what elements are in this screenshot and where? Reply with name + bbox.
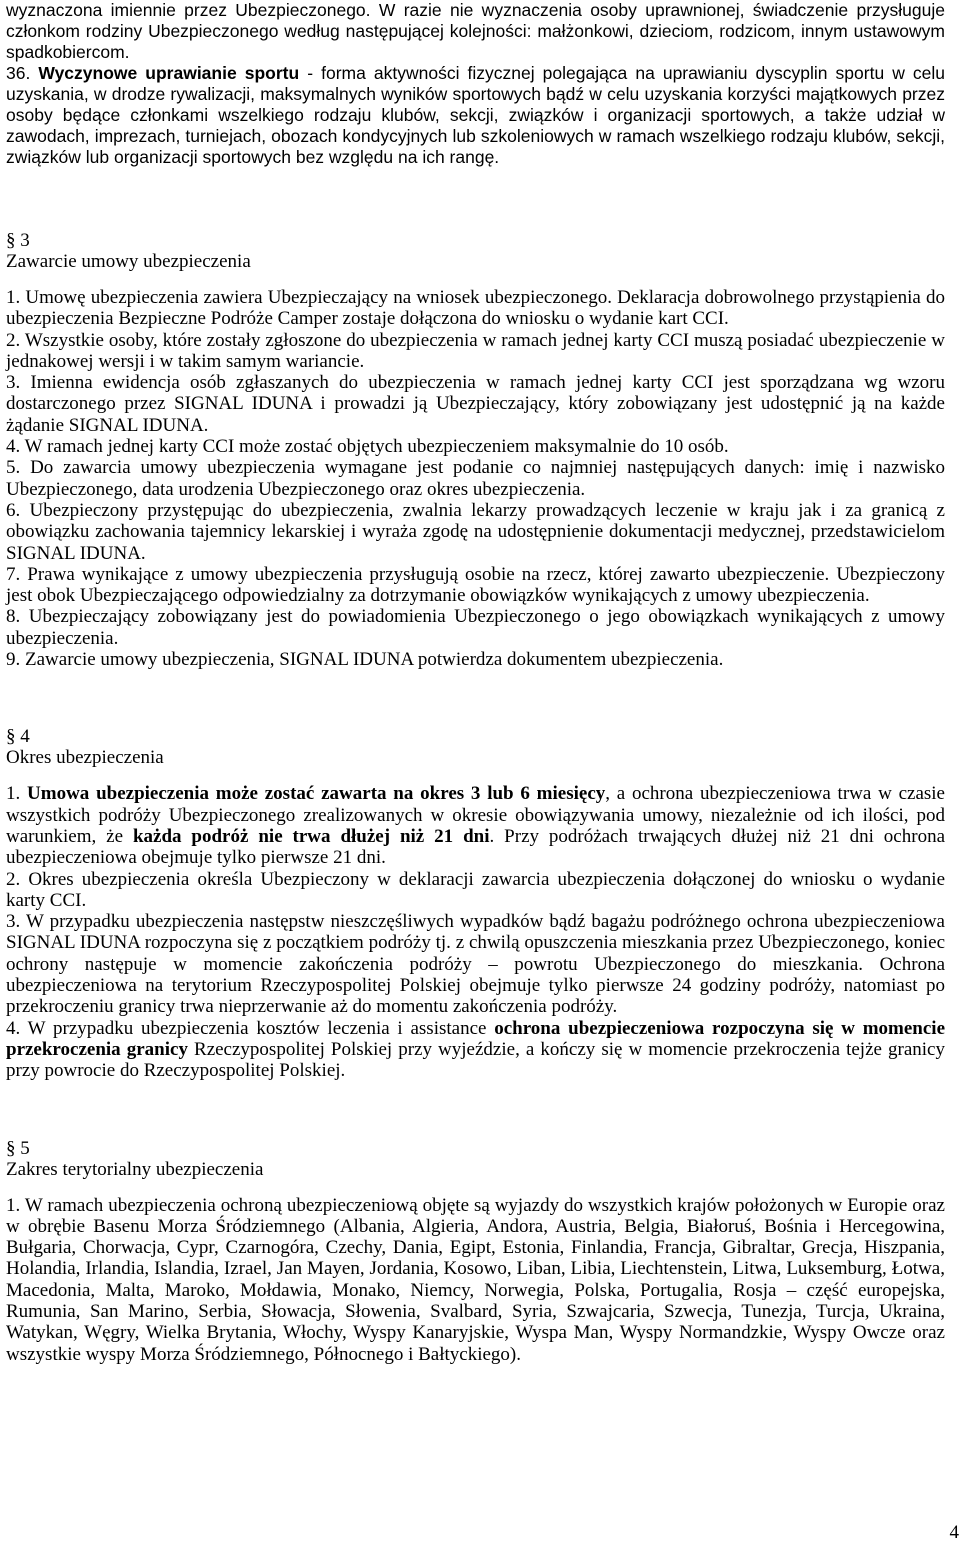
section-4-item-1-number: 1. bbox=[6, 783, 28, 805]
section-3-title: Zawarcie umowy ubezpieczenia bbox=[6, 251, 251, 272]
section-4-item-1-bold-limit: każda podróż nie trwa dłużej niż 21 dni bbox=[132, 825, 490, 847]
section-4-item-3: 3. W przypadku ubezpieczenia następstw nieszczęśliwych wypadków bądź bagażu podróżnego ochrona ubezpieczeniowa SIGNAL IDUNA rozpoczyna się z początkiem podróży tj. z chwilą opuszczenia mieszkania przez Ubezpieczonego, koniec ochrony następuje w momencie zakończenia podróży – powrotu Ubezpieczonego do mieszkania. Ochrona ubezpieczeniowa na terytorium Rzeczypospolitej Polskiej obejmuje tylko pierwsze 24 godziny podróży, natomiast po przekroczeniu granicy trwa nieprzerwanie aż do momentu zakończenia podróży. bbox=[6, 911, 945, 1018]
document-page bbox=[6, 0, 945, 1365]
section-4-item-1-text: , a ochrona ubezpieczeniowa trwa w czasie wszystkich podróży Ubezpieczonego zrealizowanych w okresie obowiązywania umowy, niezależnie od ich ilości, pod warunkiem, że bbox=[6, 783, 945, 847]
beneficiary-paragraph: wyznaczona imiennie przez Ubezpieczonego. W razie nie wyznaczenia osoby uprawnionej, świadczenie przysługuje członkom rodziny Ubezpieczonego według następującej kolejności: małżonkowi, dzieciom, rodzicom, innym ustawowym spadkobiercom. bbox=[6, 0, 945, 62]
section-3-item-6: 6. Ubezpieczony przystępując do ubezpieczenia, zwalnia lekarzy prowadzących leczenie w kraju jak i za granicą z obowiązku zachowania tajemnicy lekarskiej i wyraża zgodę na udostępnienie dokumentacji medycznej, przedstawicielom SIGNAL IDUNA. bbox=[6, 499, 945, 564]
section-3-item-1: 1. Umowę ubezpieczenia zawiera Ubezpieczający na wniosek ubezpieczonego. Deklaracja dobrowolnego przystąpienia do ubezpieczenia Bezpieczne Podróże Camper zostaje dołączona do wniosku o wydanie kart CCI. bbox=[6, 287, 945, 330]
section-5-title: Zakres terytorialny ubezpieczenia bbox=[6, 1158, 264, 1180]
definition-36-number: 36. bbox=[6, 63, 39, 83]
section-3-item-8: 8. Ubezpieczający zobowiązany jest do powiadomienia Ubezpieczonego o jego obowiązkach wynikających z umowy ubezpieczenia. bbox=[6, 606, 945, 649]
section-5-number: § 5 bbox=[6, 1137, 30, 1159]
section-4-item-2: 2. Okres ubezpieczenia określa Ubezpieczony w deklaracji zawarcia ubezpieczenia dołączonej do wniosku o wydanie karty CCI. bbox=[6, 868, 945, 911]
section-3-item-3: 3. Imienna ewidencja osób zgłaszanych do ubezpieczenia w ramach jednej karty CCI jest sporządzana wg wzoru dostarczonego przez SIGNAL IDUNA i prowadzi ją Ubezpieczający, który zobowiązany jest udostępnić ją na każde żądanie SIGNAL IDUNA. bbox=[6, 372, 945, 436]
definition-36-text: - forma aktywności fizycznej polegająca na uprawianiu dyscyplin sportu w celu uzyskania, w drodze rywalizacji, maksymalnych wyników sportowych bądź w celu uzyskania korzyści majątkowych przez osoby będące członkami wszelkiego rodzaju klubów, sekcji, związków i organizacji sportowych, a także udział w zawodach, imprezach, turniejach, obozach kondycyjnych lub szkoleniowych w ramach wszelkiego rodzaju klubów, sekcji, związków lub organizacji sportowych bez względu na ich rangę. bbox=[6, 63, 945, 167]
section-4-item-1 bbox=[6, 783, 945, 868]
section-3-item-5: 5. Do zawarcia umowy ubezpieczenia wymagane jest podanie co najmniej następujących danych: imię i nazwisko Ubezpieczonego, data urodzenia Ubezpieczonego oraz okres ubezpieczenia. bbox=[6, 457, 945, 500]
section-4-number: § 4 bbox=[6, 726, 30, 748]
section-4-item-4-bold: ochrona ubezpieczeniowa rozpoczyna się w momencie przekroczenia granicy bbox=[6, 1017, 945, 1060]
definition-36 bbox=[6, 63, 945, 168]
section-4-title: Okres ubezpieczenia bbox=[6, 747, 164, 769]
section-3-item-7: 7. Prawa wynikające z umowy ubezpieczenia przysługują osobie na rzecz, której zawarto ubezpieczenie. Ubezpieczony jest obok Ubezpieczającego odpowiedzialny za dotrzymanie obowiązków wynikających z umowy ubezpieczenia. bbox=[6, 563, 945, 607]
section-5-item-1: 1. W ramach ubezpieczenia ochroną ubezpieczeniową objęte są wyjazdy do wszystkich krajów położonych w Europie oraz w obrębie Basenu Morza Śródziemnego (Albania, Algieria, Andora, Austria, Belgia, Białoruś, Bośnia i Hercegowina, Bułgaria, Chorwacja, Cypr, Czarnogóra, Czechy, Dania, Egipt, Estonia, Finlandia, Francja, Gibraltar, Grecja, Hiszpania, Holandia, Irlandia, Islandia, Izrael, Jan Mayen, Jordania, Kosowo, Liban, Libia, Liechtenstein, Litwa, Luksemburg, Łotwa, Macedonia, Malta, Maroko, Mołdawia, Monako, Niemcy, Norwegia, Polska, Portugalia, Rosja – część europejska, Rumunia, San Marino, Serbia, Słowacja, Słowenia, Svalbard, Syria, Szwajcaria, Szwecja, Tunezja, Turcja, Ukraina, Watykan, Węgry, Wielka Brytania, Włochy, Wyspy Kanaryjskie, Wyspa Man, Wyspy Normandzkie, Wyspy Owcze oraz wszystkie wyspy Morza Śródziemnego, Północnego i Bałtyckiego). bbox=[6, 1194, 945, 1365]
page-number: 4 bbox=[949, 1522, 959, 1543]
section-4-item-1-end: . Przy podróżach trwających dłużej niż 21 dni ochrona ubezpieczeniowa obejmuje tylko pierwsze 21 dni. bbox=[6, 825, 946, 869]
section-4-item-4 bbox=[6, 1018, 945, 1082]
section-3-item-2: 2. Wszystkie osoby, które zostały zgłoszone do ubezpieczenia w ramach jednej karty CCI muszą posiadać ubezpieczenie w jednakowej wersji i w takim samym wariancie. bbox=[6, 329, 945, 372]
definition-36-term: Wyczynowe uprawianie sportu bbox=[38, 63, 300, 83]
section-3-number: § 3 bbox=[6, 230, 30, 251]
section-3-item-4: 4. W ramach jednej karty CCI może zostać objętych ubezpieczeniem maksymalnie do 10 osób. bbox=[6, 436, 729, 458]
section-4-item-4-end: Rzeczypospolitej Polskiej przy wyjeździe, a kończy się w momencie przekroczenia tejże granicy przy powrocie do Rzeczypospolitej Polskiej. bbox=[6, 1038, 945, 1082]
section-3-item-9: 9. Zawarcie umowy ubezpieczenia, SIGNAL IDUNA potwierdza dokumentem ubezpieczenia. bbox=[6, 649, 724, 671]
section-4-item-4-text: 4. W przypadku ubezpieczenia kosztów leczenia i assistance bbox=[6, 1017, 495, 1039]
section-4-item-1-bold-term: Umowa ubezpieczenia może zostać zawarta na okres 3 lub 6 miesięcy bbox=[27, 783, 606, 805]
